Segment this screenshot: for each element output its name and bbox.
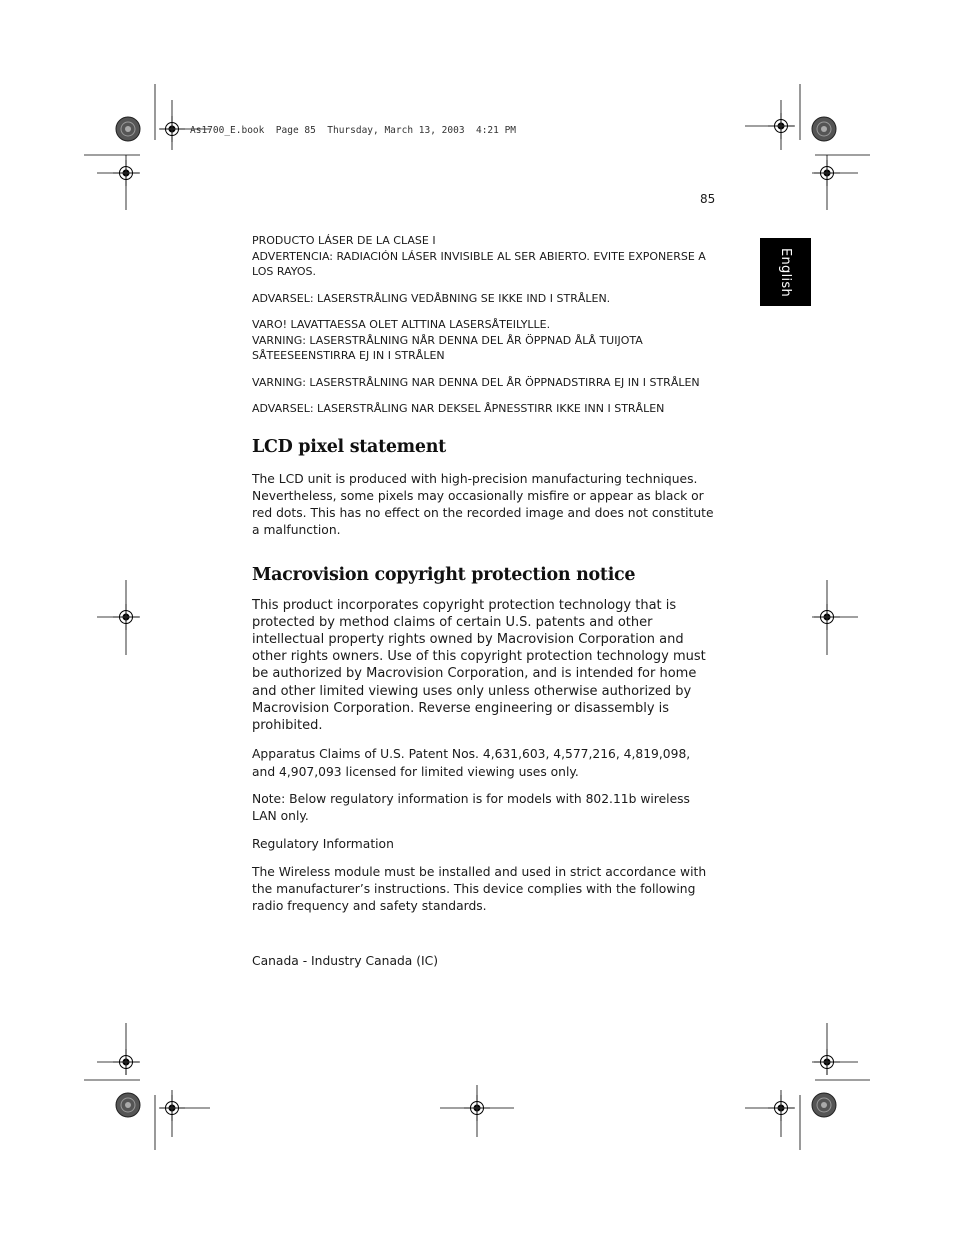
book-header: As1700_E.book Page 85 Thursday, March 13, 2003 4:21 PM: [190, 125, 517, 136]
laser-warning: VARNING: LASERSTRÅLNING NÅR DENNA DEL ÅR ÖPPNAD ÅLÅ TUIJOTA SÅTEESEENSTIRRA EJ IN I STRÅLEN: [252, 333, 643, 362]
canada-label: Canada - Industry Canada (IC): [252, 954, 439, 969]
laser-warning: ADVARSEL: LASERSTRÅLING VEDÅBNING SE IKKE IND I STRÅLEN.: [252, 291, 611, 305]
wlan-note: Note: Below regulatory information is for models with 802.11b wireless LAN only.: [252, 792, 690, 824]
page-number: 85: [700, 192, 716, 206]
laser-warning: ADVERTENCIA: RADIACIÓN LÁSER INVISIBLE AL SER ABIERTO. EVITE EXPONERSE A LOS RAYOS.: [252, 249, 706, 278]
regulatory-heading: Regulatory Information: [252, 837, 394, 852]
language-tab: [760, 238, 811, 306]
lcd-body: The LCD unit is produced with high-precision manufacturing techniques. Nevertheless, some pixels may occasionally misfire or appear as black or red dots. This has no effect on the recorded image and does not constitute a malfunction.: [252, 471, 714, 537]
macrovision-heading: Macrovision copyright protection notice: [252, 564, 636, 585]
laser-warnings: [252, 233, 717, 417]
wireless-body: The Wireless module must be installed and used in strict accordance with the manufacturer’s instructions. This device complies with the following radio frequency and safety standards.: [252, 865, 707, 914]
language-tab-label: English: [777, 247, 793, 297]
lcd-heading: LCD pixel statement: [252, 436, 446, 457]
laser-warning: VARNING: LASERSTRÅLNING NAR DENNA DEL ÅR ÖPPNADSTIRRA EJ IN I STRÅLEN: [252, 375, 700, 389]
laser-warning: PRODUCTO LÁSER DE LA CLASE I: [252, 234, 436, 247]
macrovision-body: This product incorporates copyright protection technology that is protected by method claims of certain U.S. patents and other intellectual property rights owned by Macrovision Corporation and other rights owners. Use of this copyright protection technology must be authorized by Macrovision Corporation, and is intended for home and other limited viewing uses only unless otherwise authorized by Macrovision Corporation. Reverse engineering or disassembly is prohibited.: [252, 597, 706, 733]
laser-warning: ADVARSEL: LASERSTRÅLING NAR DEKSEL ÅPNESSTIRR IKKE INN I STRÅLEN: [252, 402, 665, 415]
page-content: [252, 233, 717, 970]
laser-warning: VARO! LAVATTAESSA OLET ALTTINA LASERSÅTEILYLLE.: [252, 318, 551, 331]
patents-text: Apparatus Claims of U.S. Patent Nos. 4,631,603, 4,577,216, 4,819,098, and 4,907,093 licensed for limited viewing uses only.: [252, 747, 691, 780]
